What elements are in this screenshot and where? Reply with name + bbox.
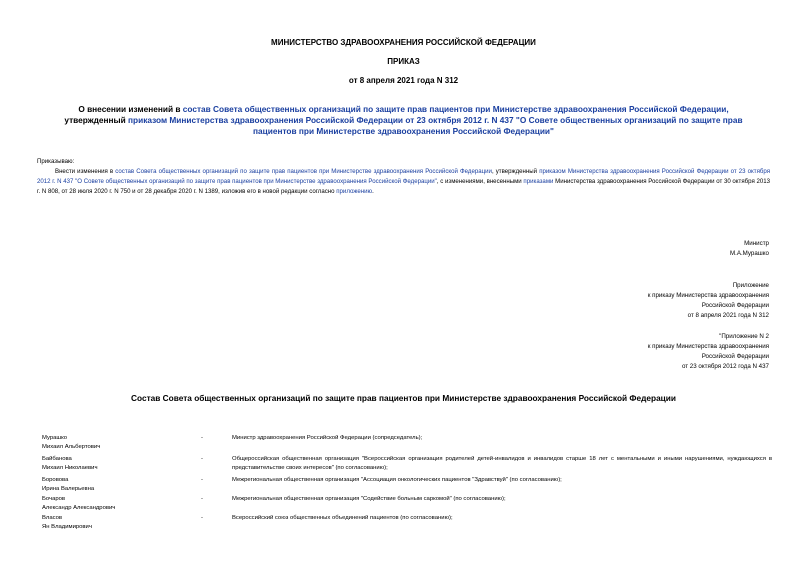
order-link-appendix[interactable]: приложению <box>336 188 373 195</box>
order-link-437[interactable]: приказом Министерства здравоохранения Российской Федерации от 23 октября 2012 г. N 437 "О Совете общественных организаций по защите прав пациентов при Министерстве здравоохранения Российской Федерации" <box>37 168 770 185</box>
order-paragraph <box>37 167 770 197</box>
order-text: Внести изменения в <box>55 168 116 175</box>
doc-type: ПРИКАЗ <box>387 57 420 66</box>
title-line-2 <box>0 115 807 126</box>
composition-heading: Состав Совета общественных организаций по защите прав пациентов при Министерстве здравоохранения Российской Федерации <box>131 393 676 403</box>
member-surname: Мурашко <box>42 435 68 441</box>
member-surname: Бочаров <box>42 496 66 502</box>
title-link-order-cont[interactable]: пациентов при Министерстве здравоохранения Российской Федерации" <box>253 126 554 136</box>
member-name <box>42 495 197 513</box>
appendix2-line: к приказу Министерства здравоохранения <box>647 343 769 350</box>
row-dash: - <box>201 496 203 502</box>
member-given-name: Михаил Николаевич <box>42 465 98 471</box>
member-surname: Байбанова <box>42 456 72 462</box>
appendix2-line: Российской Федерации <box>701 353 769 360</box>
appendix-line: к приказу Министерства здравоохранения <box>647 292 769 299</box>
member-description: Межрегиональная общественная организация "Ассоциация онкологических пациентов "Здравствуй" (по согласованию); <box>232 477 562 483</box>
appendix-line: Российской Федерации <box>701 302 769 309</box>
row-dash: - <box>201 456 203 462</box>
signature-position: Министр <box>744 240 769 247</box>
member-surname: Власов <box>42 515 63 521</box>
appendix-line: Приложение <box>732 282 769 289</box>
member-description: Общероссийская общественная организация "Всероссийская организация родителей детей-инвалидов и инвалидов старше 18 лет с ментальными и иными нарушениями, нуждающихся в представительстве своих интересов" (по согласованию); <box>232 456 772 471</box>
member-name <box>42 434 197 452</box>
member-given-name: Ян Владимирович <box>42 524 92 530</box>
member-description: Всероссийский союз общественных объединений пациентов (по согласованию); <box>232 515 453 521</box>
member-given-name: Михаил Альбертович <box>42 444 101 450</box>
row-dash: - <box>201 515 203 521</box>
title-line-1 <box>0 104 807 115</box>
row-dash: - <box>201 477 203 483</box>
title-text: утвержденный <box>64 115 129 125</box>
appendix2-line: от 23 октября 2012 года N 437 <box>681 363 769 370</box>
title-text: О внесении изменений в <box>78 104 183 114</box>
member-given-name: Ирина Валерьевна <box>42 486 95 492</box>
ministry-heading: МИНИСТЕРСТВО ЗДРАВООХРАНЕНИЯ РОССИЙСКОЙ ФЕДЕРАЦИИ <box>271 38 536 47</box>
signature-name: М.А.Мурашко <box>729 250 769 257</box>
title-line-3 <box>0 126 807 137</box>
member-description: Межрегиональная общественная организация "Содействие больным саркомой" (по согласованию); <box>232 496 506 502</box>
member-name <box>42 476 197 494</box>
order-text: , с изменениями, внесенными <box>436 178 524 185</box>
signature-block <box>730 239 769 259</box>
order-link-amendments[interactable]: приказами <box>523 178 554 185</box>
order-text: . <box>372 188 374 195</box>
doc-title <box>0 104 807 137</box>
member-description: Министр здравоохранения Российской Федерации (сопредседатель); <box>232 435 423 441</box>
appendix2-block <box>648 332 769 372</box>
order-text: , утвержденный <box>491 168 540 175</box>
member-name <box>42 455 197 473</box>
row-dash: - <box>201 435 203 441</box>
title-link-composition[interactable]: состав Совета общественных организаций по защите прав пациентов при Министерстве здравоохранения Российской Федерации, <box>182 104 729 114</box>
member-name <box>42 514 197 532</box>
doc-date-number: от 8 апреля 2021 года N 312 <box>348 76 459 85</box>
order-text: Министерства здравоохранения Российской Федерации от 30 октября 2013 г. N 808, от 28 июля 2020 г. N 750 и от 28 декабря 2020 г. N 1389, изложив его в новой редакции согласно <box>37 178 770 195</box>
title-link-order[interactable]: приказом Министерства здравоохранения Российской Федерации от 23 октября 2012 г. N 437 "О Совете общественных организаций по защите прав <box>128 115 743 125</box>
appendix2-line: "Приложение N 2 <box>719 333 769 340</box>
member-given-name: Александр Александрович <box>42 505 116 511</box>
appendix-line: от 8 апреля 2021 года N 312 <box>687 312 769 319</box>
member-surname: Боровова <box>42 477 69 483</box>
appendix-block <box>648 281 769 321</box>
order-lead: Приказываю: <box>37 158 75 165</box>
order-link-composition[interactable]: состав Совета общественных организаций по защите прав пациентов при Министерстве здравоохранения Российской Федерации <box>115 168 492 175</box>
